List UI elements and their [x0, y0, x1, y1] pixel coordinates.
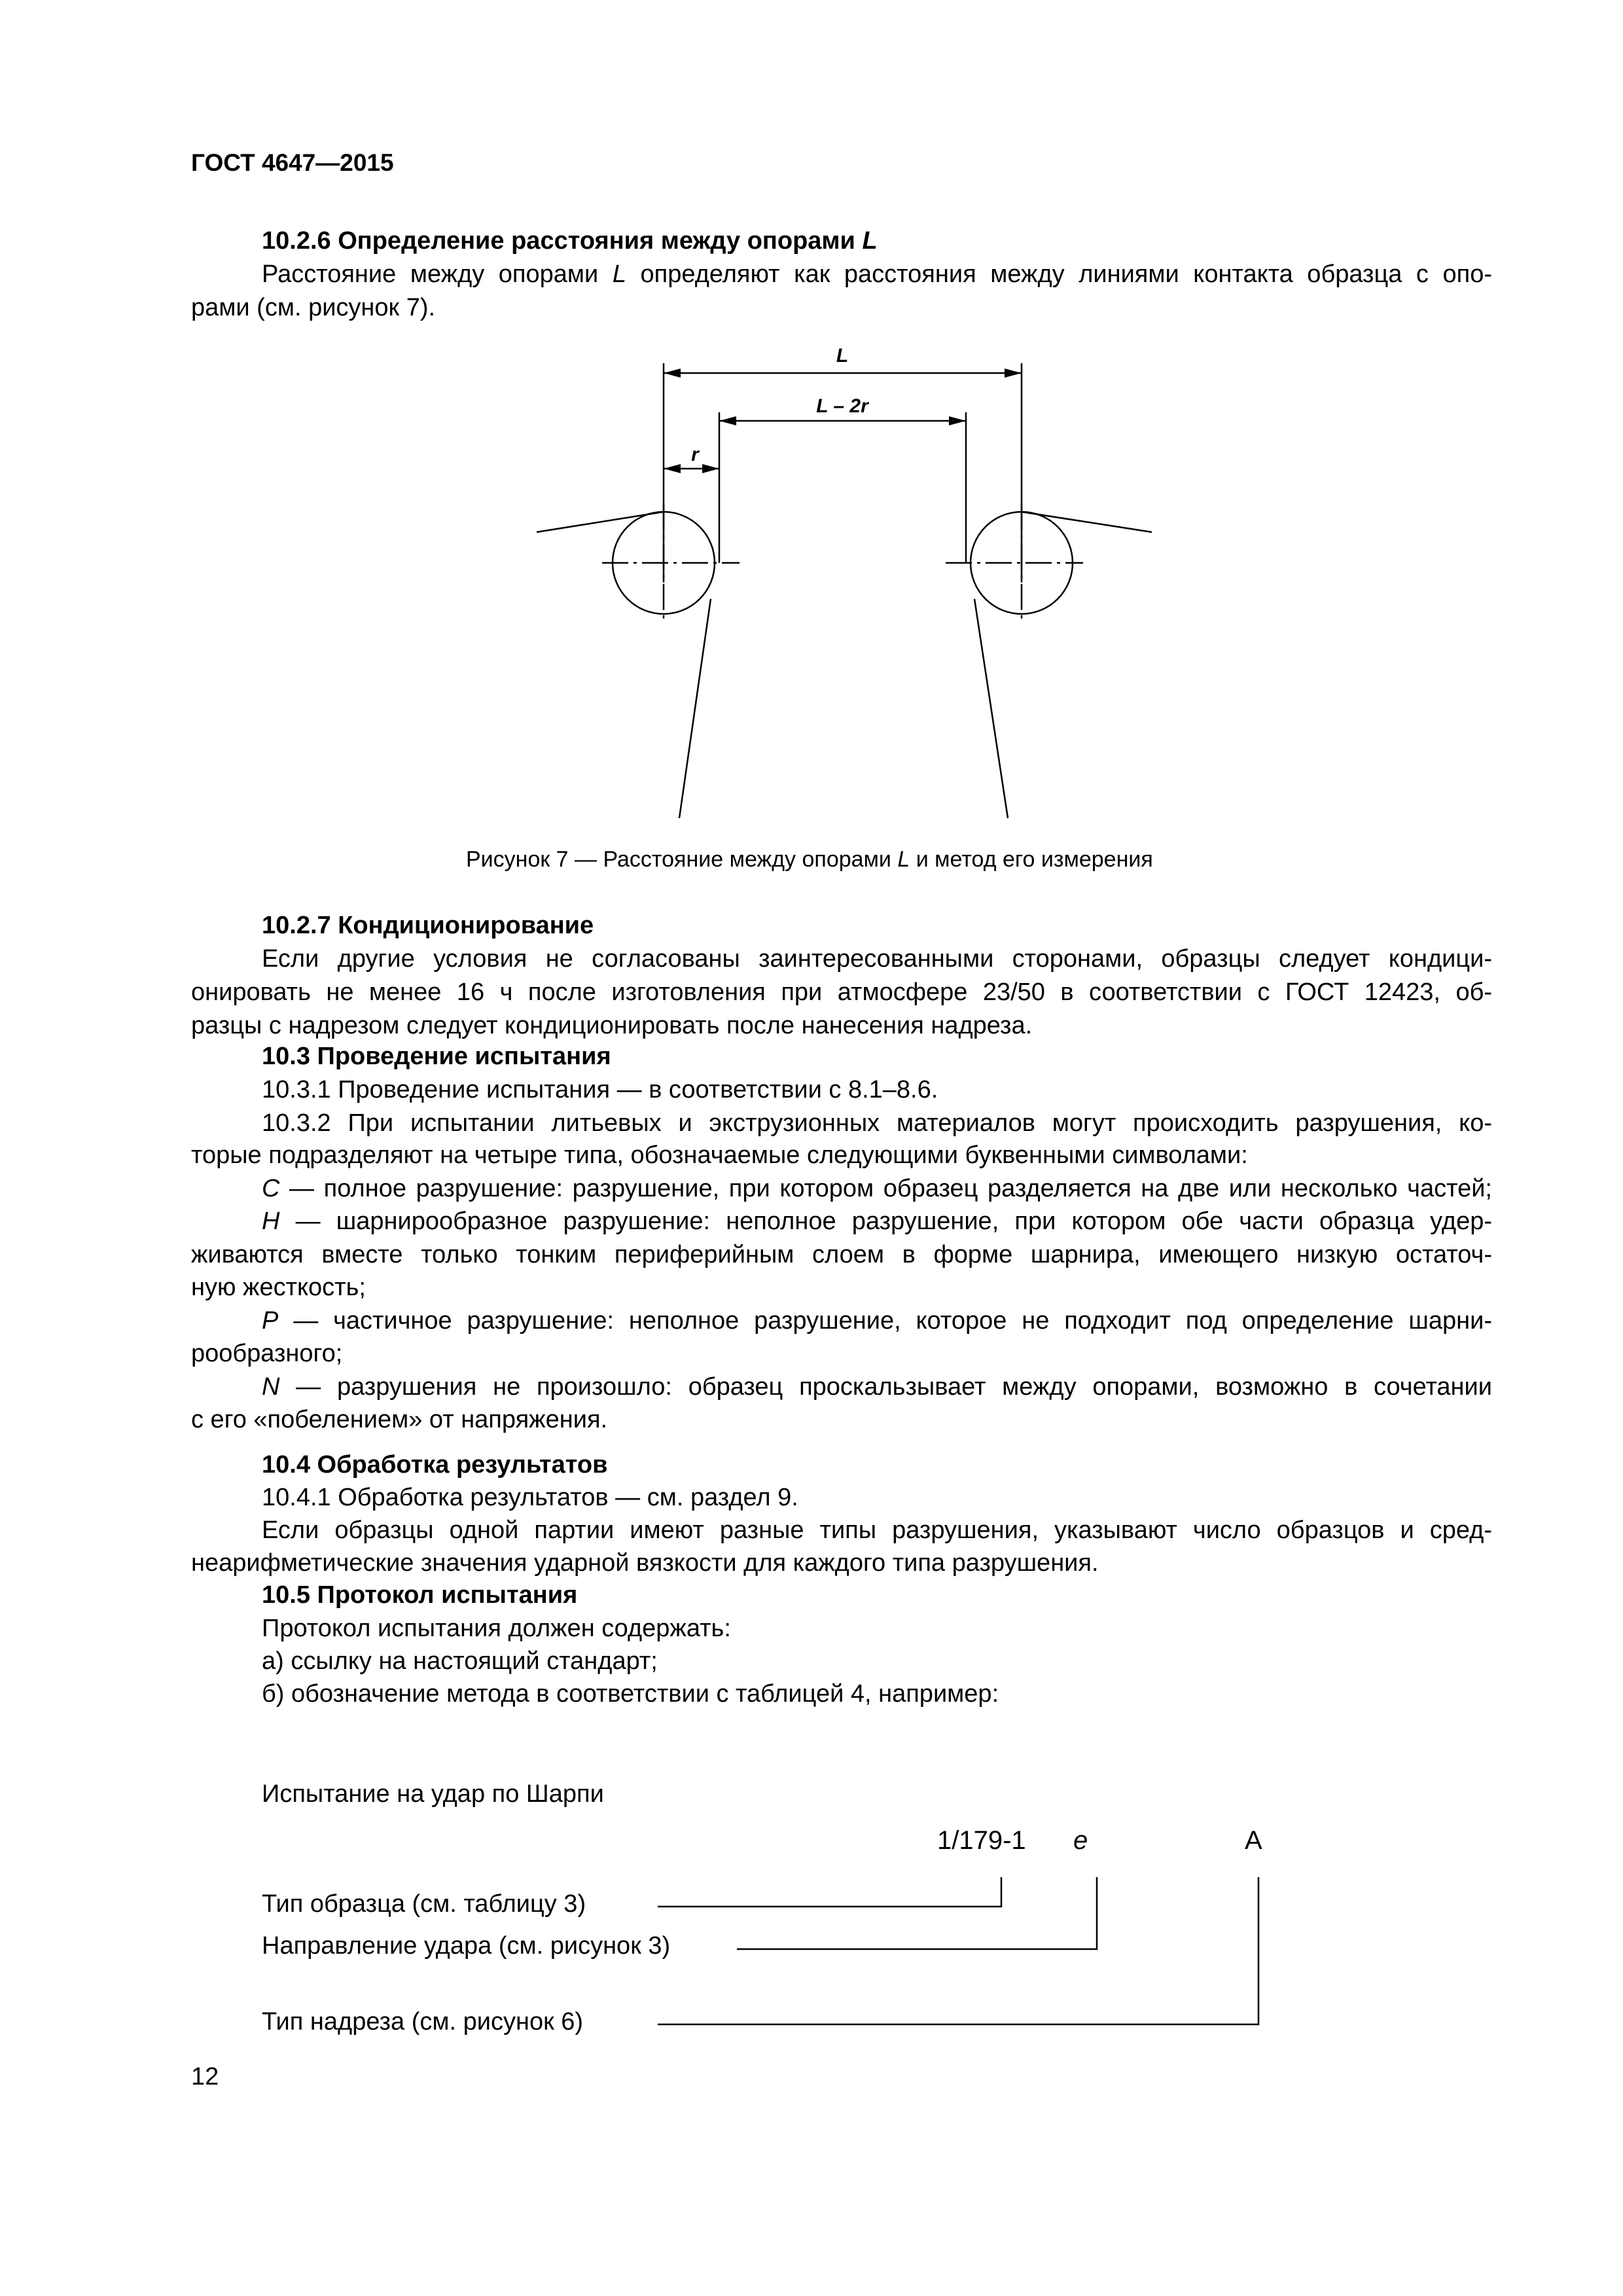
paragraph-line: разцы с надрезом следует кондиционировать после нанесения надреза.	[191, 1012, 1033, 1039]
label-L: L	[836, 345, 849, 367]
fracture-text: — полное разрушение: разрушение, при котором образец разделяется на две или несколько частей;	[279, 1175, 1492, 1202]
variable: L	[612, 260, 626, 288]
text-run: определяют как расстояния между линиями контакта образца с опо-	[626, 260, 1492, 288]
fracture-symbol: H	[262, 1208, 280, 1235]
list-item: а) ссылку на настоящий стандарт;	[262, 1647, 658, 1675]
caption-text: Рисунок 7 — Расстояние между опорами	[466, 847, 898, 872]
heading-variable: L	[862, 227, 878, 255]
designation-code-notch: A	[1245, 1826, 1262, 1855]
paragraph-line: ную жесткость;	[191, 1274, 366, 1301]
paragraph-line: живаются вместе только тонким периферийным слоем в форме шарнира, имеющего низкую остаточ-	[191, 1241, 1492, 1268]
paragraph-line: Если другие условия не согласованы заинтересованными сторонами, образцы следует кондици-	[262, 945, 1492, 973]
page-number: 12	[191, 2063, 219, 2090]
designation-code-main: 1/179-1	[937, 1826, 1026, 1855]
section-heading-10-2-7: 10.2.7 Кондиционирование	[262, 912, 594, 939]
label-impact-direction: Направление удара (см. рисунок 3)	[262, 1932, 671, 1960]
label-L-minus-2r: L – 2r	[816, 395, 868, 417]
fracture-text: — частичное разрушение: неполное разрушение, которое не подходит под определение шарни-	[278, 1307, 1492, 1335]
fracture-symbol: P	[262, 1307, 279, 1335]
section-heading-10-4: 10.4 Обработка результатов	[262, 1451, 608, 1479]
paragraph-line: торые подразделяют на четыре типа, обозначаемые следующими буквенными символами:	[191, 1141, 1248, 1169]
label-specimen-type: Тип образца (см. таблицу 3)	[262, 1890, 586, 1918]
paragraph-line: 10.4.1 Обработка результатов — см. раздел 9.	[262, 1484, 798, 1511]
designation-code-direction: e	[1073, 1826, 1088, 1855]
designation-title: Испытание на удар по Шарпи	[262, 1780, 604, 1808]
caption-text: и метод его измерения	[910, 847, 1153, 872]
text-run: Расстояние между опорами	[262, 260, 613, 288]
label-notch-type: Тип надреза (см. рисунок 6)	[262, 2008, 584, 2036]
paragraph-line: 10.3.2 При испытании литьевых и экструзионных материалов могут происходить разрушения, ко-	[262, 1109, 1492, 1137]
paragraph-line: рообразного;	[191, 1340, 343, 1367]
section-heading-10-5: 10.5 Протокол испытания	[262, 1581, 578, 1609]
paragraph-line: рами (см. рисунок 7).	[191, 294, 436, 321]
heading-text: 10.2.6 Определение расстояния между опорами	[262, 227, 863, 255]
standard-number: ГОСТ 4647—2015	[191, 149, 394, 176]
caption-variable: L	[897, 847, 910, 872]
paragraph-line: с его «побелением» от напряжения.	[191, 1406, 608, 1433]
paragraph-line: онировать не менее 16 ч после изготовления при атмосфере 23/50 в соответствии с ГОСТ 12423, об-	[191, 978, 1492, 1006]
section-heading-10-3: 10.3 Проведение испытания	[262, 1043, 611, 1070]
list-item: б) обозначение метода в соответствии с таблицей 4, например:	[262, 1680, 999, 1708]
paragraph-line: Если образцы одной партии имеют разные типы разрушения, указывают число образцов и сред-	[262, 1516, 1492, 1544]
paragraph-line: неарифметические значения ударной вязкости для каждого типа разрушения.	[191, 1549, 1099, 1577]
fracture-symbol: C	[262, 1175, 280, 1202]
fracture-text: — шарнирообразное разрушение: неполное разрушение, при котором обе части образца удер-	[279, 1208, 1492, 1235]
paragraph-line: Протокол испытания должен содержать:	[262, 1615, 731, 1642]
fracture-symbol: N	[262, 1373, 280, 1401]
paragraph-line: 10.3.1 Проведение испытания — в соответствии с 8.1–8.6.	[262, 1076, 938, 1103]
label-r: r	[691, 444, 699, 465]
fracture-text: — разрушения не произошло: образец проскальзывает между опорами, возможно в сочетании	[279, 1373, 1492, 1401]
